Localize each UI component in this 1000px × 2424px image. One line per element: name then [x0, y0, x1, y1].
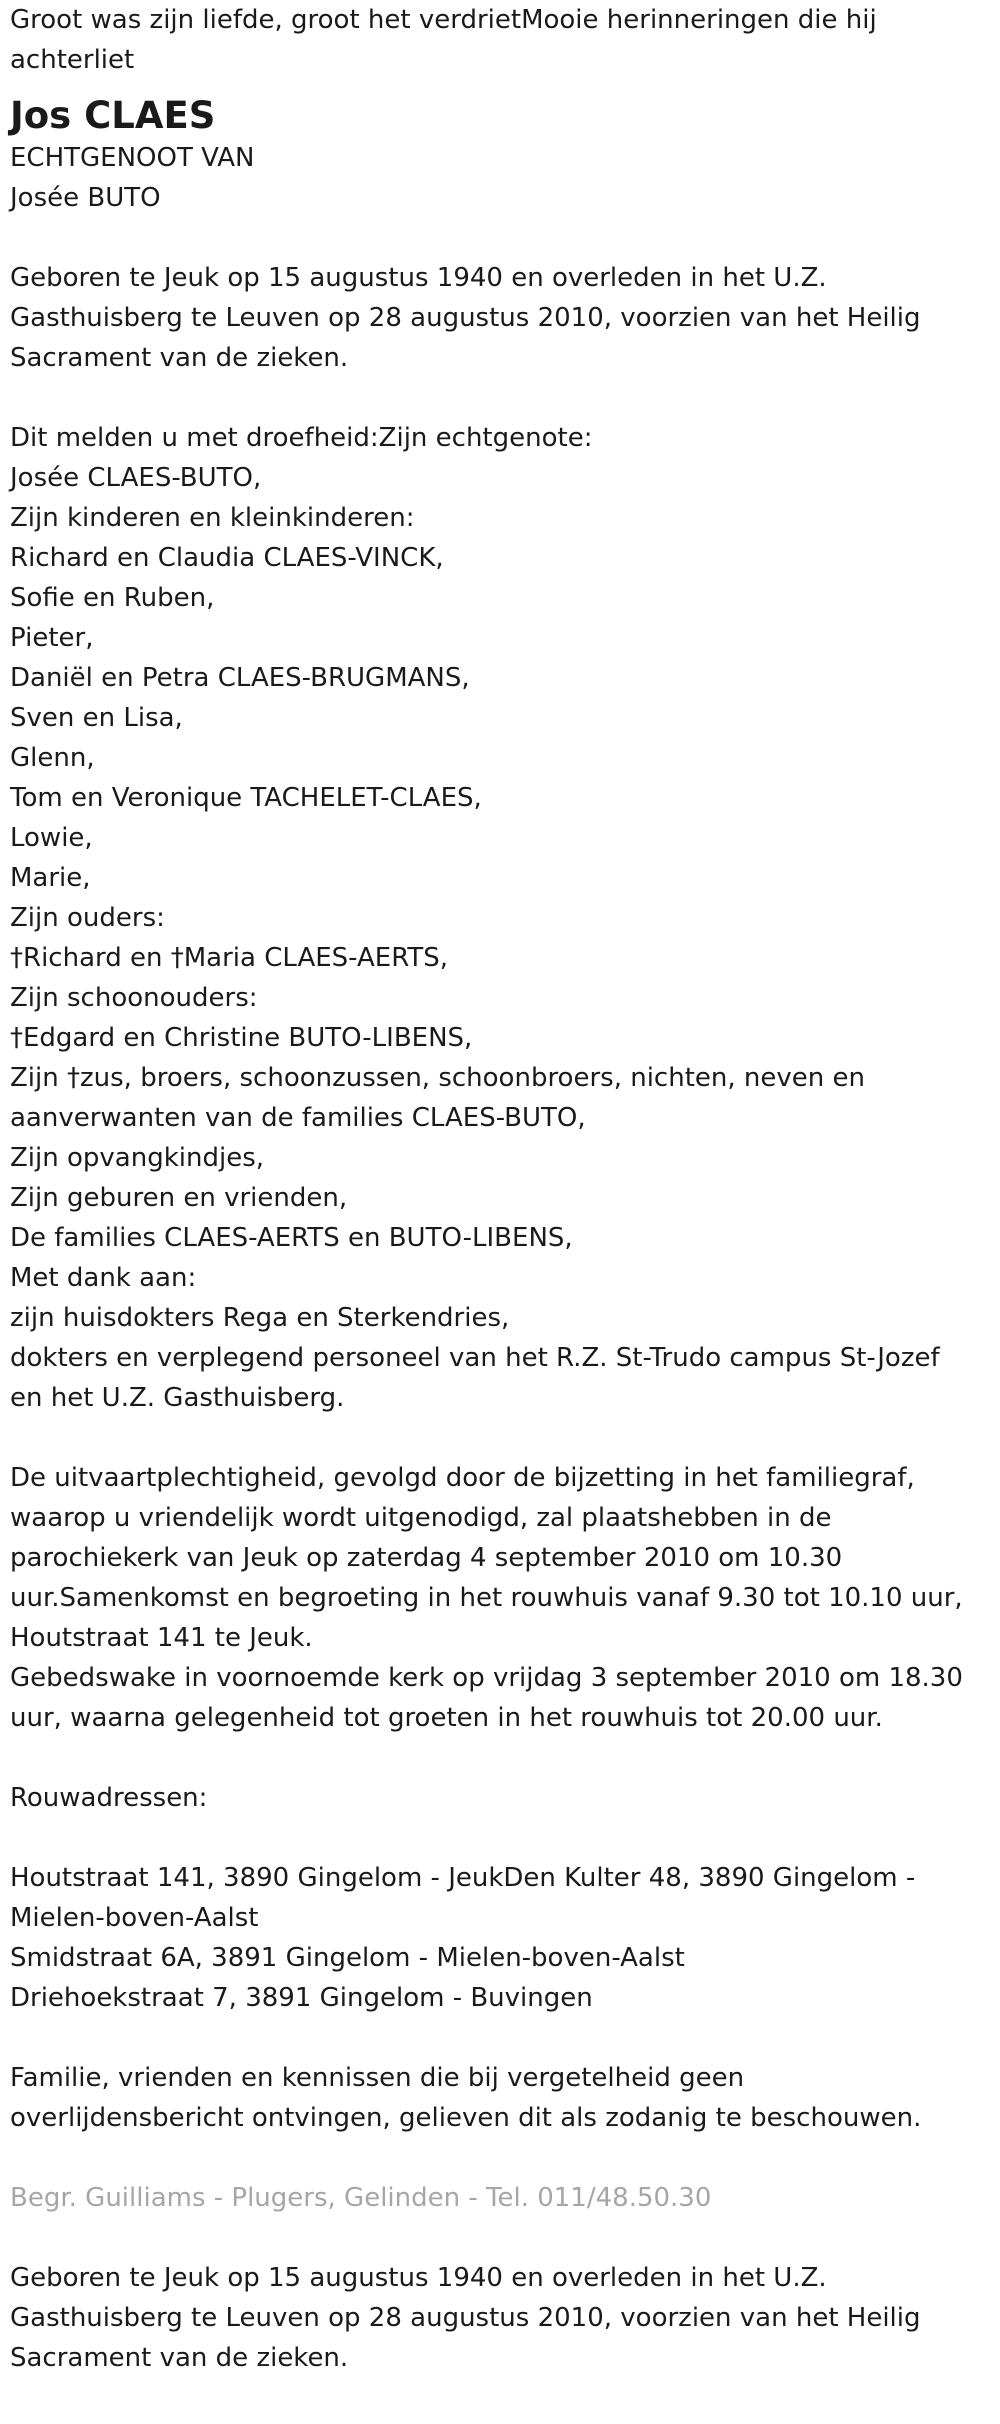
spacer	[10, 2138, 990, 2178]
family-line: Pieter,	[10, 623, 94, 653]
notice-line: Familie, vrienden en kennissen die bij vergetelheid geen	[10, 2063, 745, 2093]
ceremony-line: uur, waarna gelegenheid tot groeten in het rouwhuis tot 20.00 uur.	[10, 1703, 883, 1733]
family-line: Lowie,	[10, 823, 93, 853]
spacer	[10, 1818, 990, 1858]
family-line: Sofie en Ruben,	[10, 583, 215, 613]
family-line: Josée CLAES-BUTO,	[10, 463, 262, 493]
partner-name: Josée BUTO	[10, 183, 161, 213]
spacer	[10, 2218, 990, 2258]
family-section	[10, 418, 990, 1418]
family-line: Dit melden u met droefheid:Zijn echtgenote:	[10, 423, 593, 453]
ceremony-line: De uitvaartplechtigheid, gevolgd door de bijzetting in het familiegraf,	[10, 1463, 915, 1493]
ceremony-line: uur.Samenkomst en begroeting in het rouwhuis vanaf 9.30 tot 10.10 uur,	[10, 1583, 963, 1613]
family-line: Zijn geburen en vrienden,	[10, 1183, 348, 1213]
address-line: Houtstraat 141, 3890 Gingelom - JeukDen Kulter 48, 3890 Gingelom -	[10, 1863, 916, 1893]
spacer	[10, 2018, 990, 2058]
address-line: Mielen-boven-Aalst	[10, 1903, 259, 1933]
family-line: Zijn ouders:	[10, 903, 165, 933]
family-line: Zijn †zus, broers, schoonzussen, schoonbroers, nichten, neven en	[10, 1063, 865, 1093]
birth-death-line: Geboren te Jeuk op 15 augustus 1940 en overleden in het U.Z.	[10, 2263, 827, 2293]
spacer	[10, 218, 990, 258]
birth-death-line: Sacrament van de zieken.	[10, 343, 349, 373]
birth-death-line: Gasthuisberg te Leuven op 28 augustus 2010, voorzien van het Heilig	[10, 2303, 921, 2333]
family-line: en het U.Z. Gasthuisberg.	[10, 1383, 345, 1413]
address-line: Driehoekstraat 7, 3891 Gingelom - Buvingen	[10, 1983, 593, 2013]
ceremony-line: waarop u vriendelijk wordt uitgenodigd, zal plaatshebben in de	[10, 1503, 832, 1533]
intro-line: achterliet	[10, 45, 135, 75]
addresses-heading: Rouwadressen:	[10, 1783, 208, 1813]
ceremony-line: Houtstraat 141 te Jeuk.	[10, 1623, 313, 1653]
family-line: zijn huisdokters Rega en Sterkendries,	[10, 1303, 510, 1333]
intro-line: Groot was zijn liefde, groot het verdrietMooie herinneringen die hij	[10, 5, 877, 35]
family-line: Zijn schoonouders:	[10, 983, 258, 1013]
birth-death-line: Sacrament van de zieken.	[10, 2343, 349, 2373]
ceremony-line: Gebedswake in voornoemde kerk op vrijdag 3 september 2010 om 18.30	[10, 1663, 963, 1693]
family-line: Daniël en Petra CLAES-BRUGMANS,	[10, 663, 470, 693]
family-line: Marie,	[10, 863, 91, 893]
family-line: †Edgard en Christine BUTO-LIBENS,	[10, 1023, 473, 1053]
family-line: Zijn kinderen en kleinkinderen:	[10, 503, 415, 533]
birth-death-section	[10, 258, 990, 378]
spacer	[10, 1418, 990, 1458]
address-line: Smidstraat 6A, 3891 Gingelom - Mielen-boven-Aalst	[10, 1943, 685, 1973]
birth-death-repeat-section	[10, 2258, 990, 2378]
family-line: Tom en Veronique TACHELET-CLAES,	[10, 783, 482, 813]
birth-death-line: Gasthuisberg te Leuven op 28 augustus 2010, voorzien van het Heilig	[10, 303, 921, 333]
family-line: Richard en Claudia CLAES-VINCK,	[10, 543, 444, 573]
undertaker-credit: Begr. Guilliams - Plugers, Gelinden - Tel. 011/48.50.30	[10, 2183, 712, 2213]
family-line: dokters en verplegend personeel van het R.Z. St-Trudo campus St-Jozef	[10, 1343, 940, 1373]
family-line: aanverwanten van de families CLAES-BUTO,	[10, 1103, 586, 1133]
spacer	[10, 378, 990, 418]
notice-line: overlijdensbericht ontvingen, gelieven dit als zodanig te beschouwen.	[10, 2103, 922, 2133]
family-line: Zijn opvangkindjes,	[10, 1143, 265, 1173]
family-line: De families CLAES-AERTS en BUTO-LIBENS,	[10, 1223, 573, 1253]
deceased-name: Jos CLAES	[10, 94, 216, 137]
ceremony-section	[10, 1458, 990, 1738]
family-line: Glenn,	[10, 743, 95, 773]
family-line: †Richard en †Maria CLAES-AERTS,	[10, 943, 449, 973]
spacer	[10, 1738, 990, 1778]
birth-death-line: Geboren te Jeuk op 15 augustus 1940 en overleden in het U.Z.	[10, 263, 827, 293]
addresses-section	[10, 1778, 990, 2018]
relation-label: ECHTGENOOT VAN	[10, 143, 255, 173]
ceremony-line: parochiekerk van Jeuk op zaterdag 4 september 2010 om 10.30	[10, 1543, 843, 1573]
family-line: Met dank aan:	[10, 1263, 197, 1293]
intro-quote	[10, 0, 990, 80]
notice-section	[10, 2058, 990, 2138]
family-line: Sven en Lisa,	[10, 703, 183, 733]
